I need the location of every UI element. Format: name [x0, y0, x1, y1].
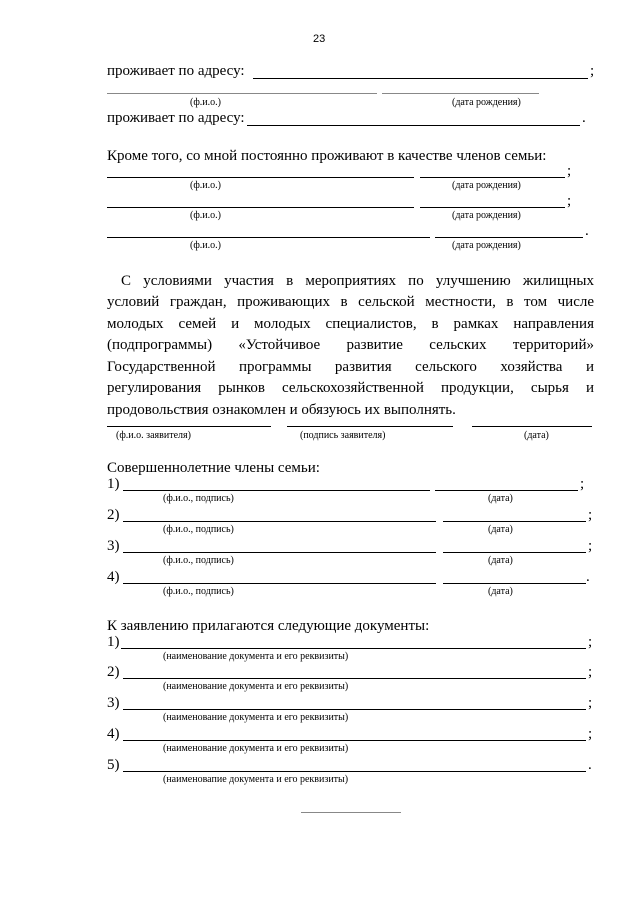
adult-end: ; [580, 476, 585, 492]
address-line-1[interactable] [253, 78, 588, 79]
documents-heading: К заявлению прилагаются следующие документы: [107, 618, 430, 634]
address-line-2[interactable] [247, 125, 580, 126]
dob-caption: (дата рождения) [452, 97, 521, 108]
family-dob-caption: (дата рождения) [452, 240, 521, 251]
document-line[interactable] [123, 678, 586, 679]
adult-end: . [586, 569, 590, 585]
applicant-date-caption: (дата) [524, 430, 549, 441]
document-caption: (наименовапие документа и его реквизиты) [163, 774, 349, 785]
fio-caption: (ф.и.о.) [190, 97, 221, 108]
adult-date-line[interactable] [443, 552, 586, 553]
adult-fio-caption: (ф.и.о., подпись) [163, 493, 234, 504]
document-num: 3) [107, 695, 120, 711]
document-end: ; [588, 726, 593, 742]
applicant-date-line[interactable] [472, 426, 592, 427]
family-fio-caption: (ф.и.о.) [190, 240, 221, 251]
document-num: 5) [107, 757, 120, 773]
adult-date-caption: (дата) [488, 586, 513, 597]
document-line[interactable] [123, 771, 586, 772]
document-num: 1) [107, 634, 120, 650]
adult-num: 1) [107, 476, 120, 492]
family-dob-line[interactable] [420, 177, 565, 178]
family-fio-caption: (ф.и.о.) [190, 180, 221, 191]
document-num: 2) [107, 664, 120, 680]
adult-date-line[interactable] [443, 583, 586, 584]
period: . [582, 110, 586, 126]
family-fio-line[interactable] [107, 207, 414, 208]
document-caption: (наименование документа и его реквизиты) [163, 651, 349, 662]
document-end: ; [588, 634, 593, 650]
family-fio-line[interactable] [107, 177, 414, 178]
adults-heading: Совершеннолетние члены семьи: [107, 460, 320, 476]
document-end: . [588, 757, 592, 773]
adult-date-caption: (дата) [488, 555, 513, 566]
address-label-1: проживает по адресу: [107, 63, 245, 79]
family-end: ; [567, 163, 572, 179]
end-divider [301, 812, 401, 813]
adult-fio-caption: (ф.и.о., подпись) [163, 524, 234, 535]
paragraph-line: С условиями участия в мероприятиях по улучшению жилищных [121, 273, 594, 289]
document-end: ; [588, 664, 593, 680]
document-line[interactable] [123, 709, 586, 710]
document-end: ; [588, 695, 593, 711]
applicant-sign-caption: (подпись заявителя) [300, 430, 386, 441]
adult-date-caption: (дата) [488, 524, 513, 535]
paragraph-line: молодых семей и молодых специалистов, в рамках направления [107, 316, 594, 332]
adult-fio-line[interactable] [123, 552, 436, 553]
document-line[interactable] [123, 740, 586, 741]
address-label-2: проживает по адресу: [107, 110, 245, 126]
adult-date-line[interactable] [443, 521, 586, 522]
adult-fio-line[interactable] [123, 583, 436, 584]
adult-fio-caption: (ф.и.о., подпись) [163, 586, 234, 597]
adult-date-line[interactable] [435, 490, 578, 491]
semicolon: ; [590, 63, 595, 79]
dob-line[interactable] [382, 93, 539, 94]
applicant-sign-line[interactable] [287, 426, 453, 427]
fio-line[interactable] [107, 93, 377, 94]
family-fio-line[interactable] [107, 237, 430, 238]
adult-fio-line[interactable] [123, 521, 436, 522]
adult-num: 3) [107, 538, 120, 554]
document-line[interactable] [121, 648, 586, 649]
document-caption: (наименование документа и его реквизиты) [163, 743, 349, 754]
document-caption: (наименование документа и его реквизиты) [163, 681, 349, 692]
applicant-fio-line[interactable] [107, 426, 271, 427]
family-dob-caption: (дата рождения) [452, 210, 521, 221]
document-caption: (наименование документа и его реквизиты) [163, 712, 349, 723]
family-dob-line[interactable] [420, 207, 565, 208]
paragraph-line: (подпрограммы) «Устойчивое развитие сельских территорий» [107, 337, 594, 353]
paragraph-line: Государственной программы развития сельского хозяйства и [107, 359, 594, 375]
adult-num: 2) [107, 507, 120, 523]
family-end: ; [567, 193, 572, 209]
family-end: . [585, 223, 589, 239]
family-dob-caption: (дата рождения) [452, 180, 521, 191]
family-intro: Кроме того, со мной постоянно проживают в качестве членов семьи: [107, 148, 547, 164]
adult-date-caption: (дата) [488, 493, 513, 504]
paragraph-line: регулирования рынков сельскохозяйственной продукции, сырья и [107, 380, 594, 396]
adult-end: ; [588, 507, 593, 523]
adult-fio-caption: (ф.и.о., подпись) [163, 555, 234, 566]
adult-fio-line[interactable] [123, 490, 430, 491]
page-number: 23 [313, 33, 326, 45]
paragraph-line: условий граждан, проживающих в сельской местности, в том числе [107, 294, 594, 310]
applicant-fio-caption: (ф.и.о. заявителя) [116, 430, 191, 441]
adult-num: 4) [107, 569, 120, 585]
family-fio-caption: (ф.и.о.) [190, 210, 221, 221]
adult-end: ; [588, 538, 593, 554]
document-num: 4) [107, 726, 120, 742]
paragraph-line-last: продовольствия ознакомлен и обязуюсь их выполнять. [107, 402, 456, 418]
family-dob-line[interactable] [435, 237, 583, 238]
